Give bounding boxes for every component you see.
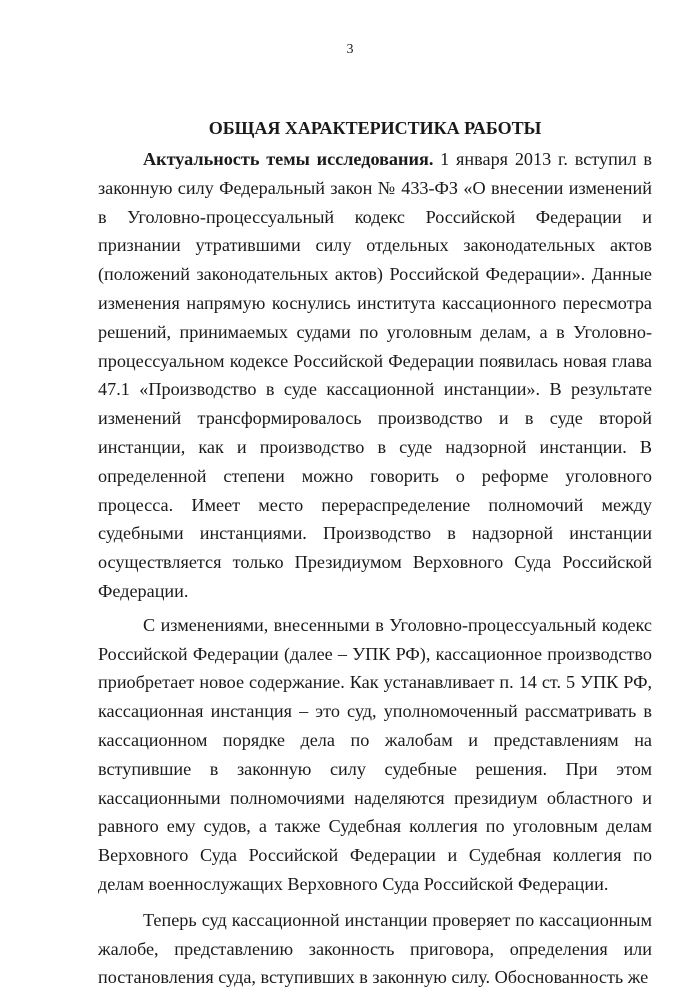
- section-heading: ОБЩАЯ ХАРАКТЕРИСТИКА РАБОТЫ: [208, 118, 542, 138]
- paragraph-cassation: С изменениями, внесенными в Уголовно-процессуальный кодекс Российской Федерации (далее – УПК РФ), кассационное производство приобретает новое содержание. Как устанавливает п. 14 ст. 5 УПК РФ, кассационная инстанция – это суд, уполномоченный рассматривать в кассационном порядке дела по жалобам и представлениям на вступившие в законную силу судебные решения. При этом кассационными полномочиями наделяются президиум областного и равного ему судов, а также Судебная коллегия по уголовным делам Верховного Суда Российской Федерации и Судебная коллегия по делам военнослужащих Верховного Суда Российской Федерации.: [98, 614, 652, 894]
- page-number: 3: [346, 42, 354, 57]
- paragraph-text: 1 января 2013 г. вступил в законную силу Федеральный закон № 433-ФЗ «О внесении изменений в Уголовно-процессуальный кодекс Российской Федерации и признании утратившими силу отдельных законодательных актов (положений законодательных актов) Российской Федерации». Данные изменения напрямую коснулись института кассационного пересмотра решений, принимаемых судами по уголовным делам, а в Уголовно-процессуальном кодексе Российской Федерации появилась новая глава 47.1 «Производство в суде кассационной инстанции». В результате изменений трансформировалось производство и в суде второй инстанции, как и производство в суде надзорной инстанции. В определенной степени можно говорить о реформе уголовного процесса. Имеет место перераспределение полномочий между судебными инстанциями. Производство в надзорной инстанции осуществляется только Президиумом Верховного Суда Российской Федерации.: [98, 149, 652, 601]
- paragraph-continuation: Теперь суд кассационной инстанции проверяет по кассационным жалобе, представлению законность приговора, определения или постановления суда, вступивших в законную силу. Обоснованность же: [98, 909, 652, 988]
- paragraph-relevance: [98, 145, 652, 606]
- paragraph-lead: Актуальность темы исследования.: [143, 149, 434, 169]
- body-text: [98, 145, 652, 992]
